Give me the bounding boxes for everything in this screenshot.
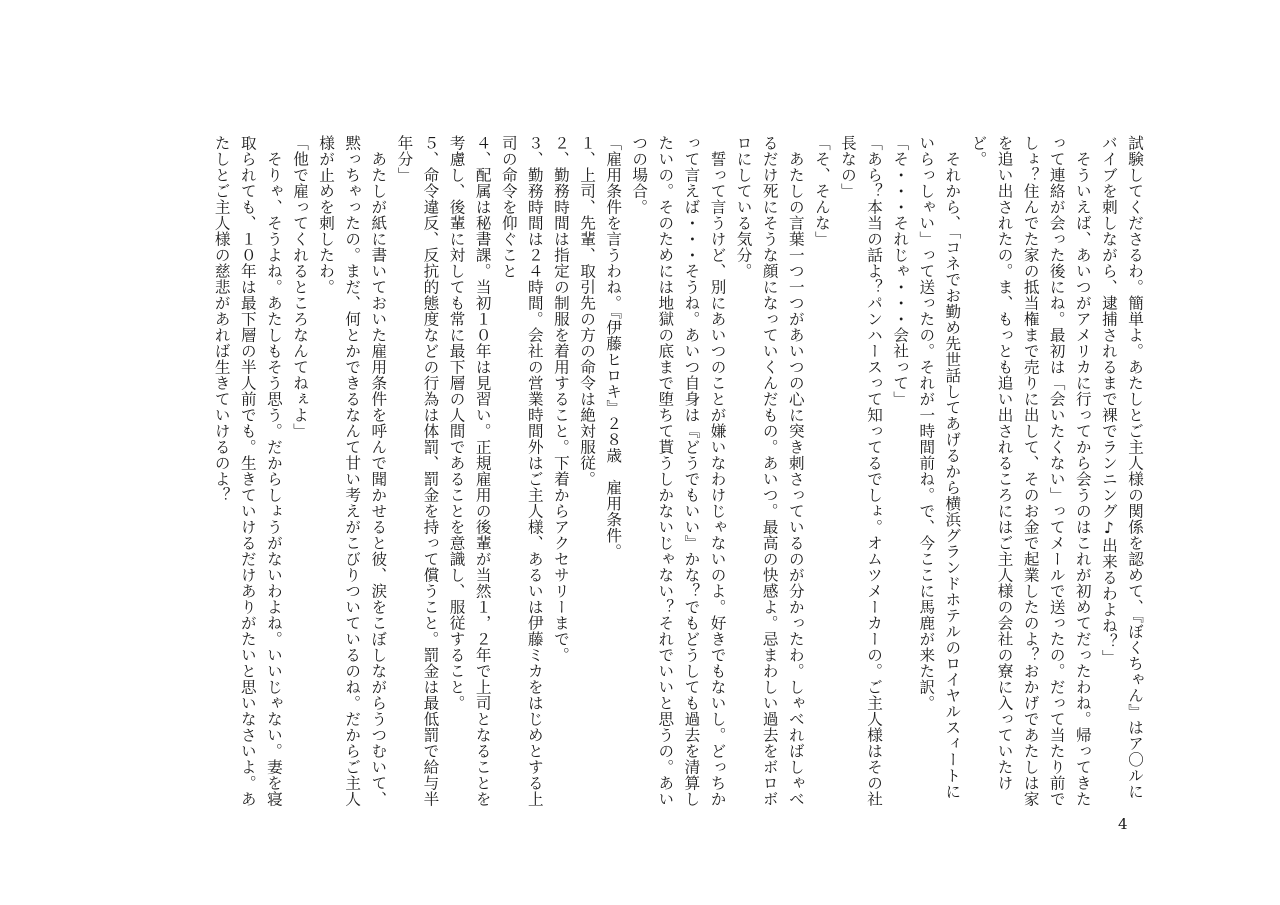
paragraph: 「雇用条件を言うわね。『伊藤ヒロキ』２８歳 雇用条件。 xyxy=(604,135,623,560)
paragraph: 誓って言うけど、別にあいつのことが嫌いなわけじゃないのよ。好きでもないし。どっちかって言えば・・・そうね。あいつ自身は『どうでもいい』かな？でもどうしても過去を清算したいの。そのためには地獄の底まで堕ちて貰うしかないじゃない？それでいいと思うの。あいつの場合。 xyxy=(630,135,727,807)
paragraph: それから、「コネでお勤め先世話してあげるから横浜グランドホテルのロイヤルスィートにいらっしゃい」って送ったの。それが一時間前ね。で、今ここに馬鹿が来た訳。 xyxy=(917,135,962,800)
paragraph: 「他で雇ってくれるところなんてねぇよ」 xyxy=(291,135,309,439)
paragraph: あたしが紙に書いておいた雇用条件を呼んで聞かせると彼、涙をこぼしながらうつむいて、黙っちゃったの。まだ、何とかできるなんて甘い考えがこびりついているのね。だからご主人様が止めを刺したわ。 xyxy=(317,135,388,807)
paragraph: 「そ・・・それじゃ・・・会社って」 xyxy=(891,135,910,407)
paragraph: 試験してくださるわ。簡単よ。あたしとご主人様の関係を認めて、『ぼくちゃん』はア〇ルにバイブを刺しながら、逮捕されるまで裸でランニング♪出来るわよね？」 xyxy=(1099,135,1144,800)
page-number: 4 xyxy=(1118,815,1128,833)
paragraph: ５、命令違反、反抗的態度などの行為は体罰、罰金を持って償うこと。罰金は最低罰で給与半年分」 xyxy=(395,135,440,807)
paragraph: あたしの言葉一つ一つがあいつの心に突き刺さっているのが分かったわ。しゃべればしゃべるだけ死にそうな顔になっていくんだもの。あいつ。最高の快感よ。忌まわしい過去をボロボロにしている気分。 xyxy=(734,135,805,807)
paragraph: そういえば、あいつがアメリカに行ってから会うのはこれが初めてだったわね。帰ってきたって連絡が会った後にね。最初は「会いたくない」ってメールで送ったの。だって当たり前でしょ？住んでた家の抵当権まで売りに出して、そのお金で起業したのよ？おかげであたしは家を追い出されたの。ま、もっとも追い出されるころにはご主人様の会社の寮に入っていたけど。 xyxy=(969,135,1092,807)
page-body-text xyxy=(142,135,1148,815)
paragraph: 「そ、そんな」 xyxy=(812,135,831,247)
paragraph: 「あら？本当の話よ？パンハースって知ってるでしょ。オムツメーカーの。ご主人様はその社長なの」 xyxy=(838,135,884,807)
paragraph: １、上司、先輩、取引先の方の命令は絶対服従。 xyxy=(578,135,597,487)
paragraph: ４、配属は秘書課。当初１０年は見習い。正規雇用の後輩が当然１，２年で上司となることを考慮し、後輩に対しても常に最下層の人間であることを意識し、服従すること。 xyxy=(447,135,492,807)
paragraph: ２、勤務時間は指定の制服を着用すること。下着からアクセサリーまで。 xyxy=(551,135,570,663)
paragraph: そりゃ、そうよね。あたしもそう思う。だからしょうがないわよね。いいじゃない。妻を寝取られても、１０年は最下層の半人前でも。生きていけるだけありがたいと思いなさいよ。あたしとご主人様の慈悲があれば生きていけるのよ？ xyxy=(212,135,283,807)
paragraph: ３、勤務時間は２４時間。会社の営業時間外はご主人様、あるいは伊藤ミカをはじめとする上司の命令を仰ぐこと xyxy=(499,135,544,807)
